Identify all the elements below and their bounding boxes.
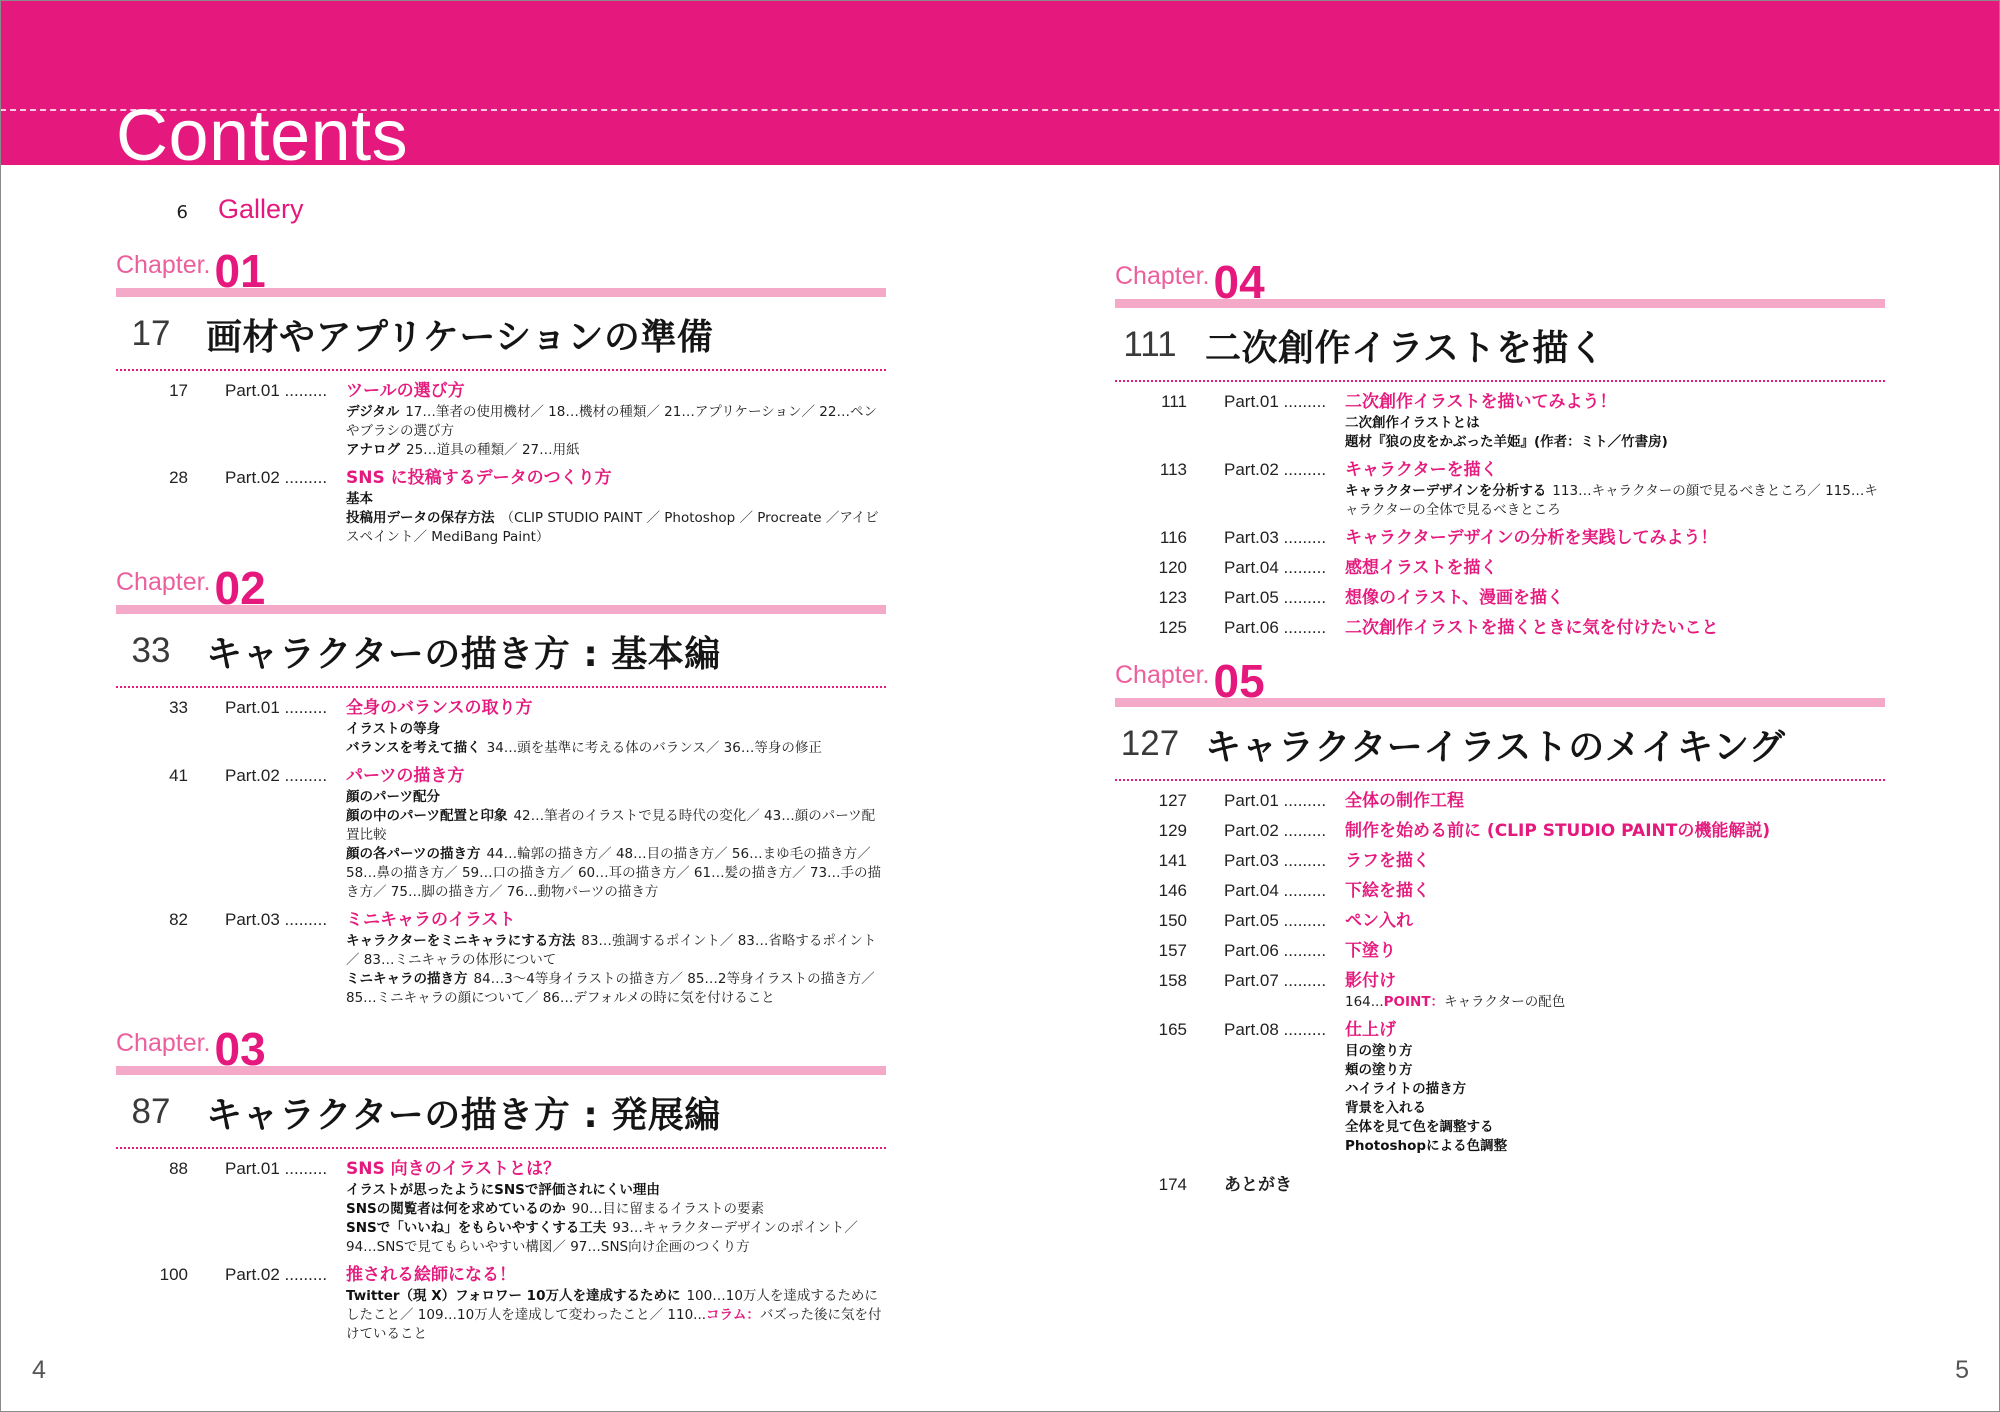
part-page: 165: [1158, 1020, 1187, 1039]
chapter-title: 画材やアプリケーションの準備: [206, 316, 714, 358]
chapter-number: 03: [214, 1023, 266, 1075]
part-body: [346, 764, 886, 902]
part-title: SNS に投稿するデータのつくり方: [346, 468, 612, 488]
sub-heading: キャラクターをミニキャラにする方法: [346, 933, 576, 949]
part-label: Part.05 .........: [1224, 911, 1327, 930]
chapter-label: [116, 236, 886, 297]
chapter-heading[interactable]: [116, 620, 886, 682]
sub-text: 17…筆者の使用機材／ 18…機材の種類／ 21…アプリケーション／ 22…ペンやブラシの選び方: [346, 404, 877, 439]
sub-text: 34…頭を基準に考える体のバランス／ 36…等身の修正: [486, 740, 822, 756]
part-entry[interactable]: [1115, 458, 1885, 520]
chapter-title: 二次創作イラストを描く: [1205, 327, 1606, 369]
afterword-entry[interactable]: [1115, 1170, 1885, 1195]
left-chapter-list: [116, 236, 886, 1344]
chapter-word: Chapter.: [116, 568, 211, 596]
part-entry[interactable]: [1115, 939, 1885, 963]
sub-entry: [346, 739, 886, 758]
part-body: [1345, 819, 1885, 843]
chapter-label: [1115, 646, 1885, 707]
part-title: 感想イラストを描く: [1345, 558, 1498, 578]
part-page: 41: [169, 766, 188, 785]
part-page: 141: [1158, 851, 1187, 870]
part-title: パーツの描き方: [346, 766, 465, 786]
part-title: 二次創作イラストを描いてみよう！: [1345, 392, 1617, 412]
page-number-right: 5: [1955, 1356, 1969, 1384]
part-title: キャラクターデザインの分析を実践してみよう！: [1345, 528, 1718, 548]
part-entry[interactable]: [1115, 879, 1885, 903]
part-page: 157: [1158, 941, 1187, 960]
sub-entry: [1345, 1137, 1885, 1156]
sub-heading: バランスを考えて描く: [346, 740, 481, 756]
right-column: [1115, 190, 1885, 1195]
part-body: [1345, 939, 1885, 963]
part-entry[interactable]: [1115, 616, 1885, 640]
part-body: [1345, 390, 1885, 452]
part-label: Part.02 .........: [225, 1265, 328, 1284]
part-body: [346, 379, 886, 460]
part-page: 120: [1158, 558, 1187, 577]
part-entry[interactable]: [1115, 849, 1885, 873]
sub-heading: 投稿用データの保存方法: [346, 510, 495, 526]
right-chapter-list: [1115, 247, 1885, 1156]
sub-text: 113…キャラクターの顔で見るべきところ／ 115…キャラクターの全体で見るべきところ: [1345, 483, 1878, 518]
sub-entry: [346, 403, 886, 441]
part-body: [1345, 1018, 1885, 1156]
chapter-number: 02: [214, 562, 266, 614]
sub-highlight: コラム：: [706, 1307, 760, 1323]
sub-entry: [1345, 1042, 1885, 1061]
part-page: 111: [1161, 392, 1187, 411]
part-entry[interactable]: [116, 379, 886, 460]
part-entry[interactable]: [1115, 390, 1885, 452]
sub-text: 164...: [1345, 994, 1384, 1010]
sub-text: 83…強調するポイント／ 83…省略するポイント／ 83…ミニキャラの体形について: [346, 933, 877, 968]
part-entry[interactable]: [116, 696, 886, 758]
sub-entry: [346, 845, 886, 902]
part-body: [1345, 969, 1885, 1012]
sub-heading: 頬の塗り方: [1345, 1062, 1413, 1078]
part-page: 146: [1158, 881, 1187, 900]
sub-heading: 目の塗り方: [1345, 1043, 1413, 1059]
part-page: 28: [169, 468, 188, 487]
chapter-word: Chapter.: [1115, 262, 1210, 290]
part-label: Part.06 .........: [1224, 941, 1327, 960]
sub-entry: [1345, 1099, 1885, 1118]
sub-heading: SNSで「いいね」をもらいやすくする工夫: [346, 1220, 607, 1236]
gallery-page: 6: [176, 202, 188, 223]
sub-text: 93…キャラクターデザインのポイント／ 94…SNSで見てもらいやすい構図／ 97…SNS向け企画のつくり方: [346, 1220, 858, 1255]
header-band: [0, 0, 2000, 165]
sub-heading: デジタル: [346, 404, 400, 420]
sub-entry: [346, 932, 886, 970]
chapter-dotted-rule: [1115, 779, 1885, 781]
part-label: Part.01 .........: [1224, 392, 1327, 411]
part-entry[interactable]: [1115, 586, 1885, 610]
part-page: 150: [1158, 911, 1187, 930]
chapter-heading[interactable]: [1115, 314, 1885, 376]
sub-heading: アナログ: [346, 442, 400, 458]
sub-entry: [346, 441, 886, 460]
part-title: 全体の制作工程: [1345, 791, 1464, 811]
part-body: [346, 1157, 886, 1257]
chapter-page: 111: [1123, 325, 1177, 364]
sub-entry: [346, 490, 886, 509]
sub-heading: 題材『狼の皮をかぶった羊姫』(作者：ミト／竹書房): [1345, 434, 1668, 450]
sub-heading: キャラクターデザインを分析する: [1345, 483, 1547, 499]
part-label: Part.08 .........: [1224, 1020, 1327, 1039]
part-page: 125: [1158, 618, 1187, 637]
part-entry[interactable]: [116, 1263, 886, 1344]
part-page: 116: [1159, 528, 1187, 547]
part-title: SNS 向きのイラストとは？: [346, 1159, 561, 1179]
part-label: Part.04 .........: [1224, 881, 1327, 900]
sub-heading: SNSの閲覧者は何を求めているのか: [346, 1201, 566, 1217]
part-title: 仕上げ: [1345, 1020, 1396, 1040]
part-entry[interactable]: [1115, 526, 1885, 550]
chapter-heading[interactable]: [1115, 713, 1885, 775]
chapter-dotted-rule: [116, 1147, 886, 1149]
sub-entry: [346, 509, 886, 547]
chapter-05: [1115, 646, 1885, 1156]
part-label: Part.04 .........: [1224, 558, 1327, 577]
part-title: ツールの選び方: [346, 381, 465, 401]
chapter-number: 01: [214, 245, 266, 297]
sub-heading: 顔の各パーツの描き方: [346, 846, 481, 862]
sub-entry: [1345, 1118, 1885, 1137]
part-title: キャラクターを描く: [1345, 460, 1498, 480]
part-body: [346, 908, 886, 1008]
chapter-label: [1115, 247, 1885, 308]
part-label: Part.03 .........: [1224, 851, 1327, 870]
part-body: [1345, 458, 1885, 520]
sub-entry: [346, 970, 886, 1008]
sub-heading: 背景を入れる: [1345, 1100, 1426, 1116]
chapter-03: [116, 1014, 886, 1344]
part-entry[interactable]: [1115, 556, 1885, 580]
part-title: ミニキャラのイラスト: [346, 910, 516, 930]
sub-entry: [346, 1181, 886, 1200]
chapter-page: 17: [131, 314, 171, 353]
chapter-number: 04: [1213, 256, 1265, 308]
chapter-page: 87: [131, 1092, 171, 1131]
sub-text: 42…筆者のイラストで見る時代の変化／ 43…顔のパーツ配置比較: [346, 808, 876, 843]
part-label: Part.02 .........: [1224, 460, 1327, 479]
part-page: 88: [169, 1159, 188, 1178]
part-label: Part.01 .........: [1224, 791, 1327, 810]
chapter-label: [116, 553, 886, 614]
sub-entry: [346, 720, 886, 739]
sub-entry: [1345, 993, 1885, 1012]
part-body: [1345, 616, 1885, 640]
chapter-02: [116, 553, 886, 1008]
part-page: 158: [1158, 971, 1187, 990]
sub-heading: 顔のパーツ配分: [346, 789, 440, 805]
sub-heading: Photoshopによる色調整: [1345, 1138, 1508, 1154]
part-label: Part.01 .........: [225, 698, 328, 717]
part-body: [1345, 909, 1885, 933]
sub-heading: 二次創作イラストとは: [1345, 415, 1480, 431]
chapter-word: Chapter.: [1115, 661, 1210, 689]
part-entry[interactable]: [1115, 819, 1885, 843]
part-title: 下絵を描く: [1345, 881, 1430, 901]
part-entry[interactable]: [1115, 789, 1885, 813]
part-body: [1345, 879, 1885, 903]
part-body: [346, 1263, 886, 1344]
sub-entry: [1345, 1080, 1885, 1099]
part-page: 127: [1158, 791, 1187, 810]
chapter-page: 127: [1120, 724, 1180, 763]
chapter-number: 05: [1213, 655, 1265, 707]
sub-entry: [346, 1287, 886, 1344]
chapter-heading[interactable]: [116, 303, 886, 365]
part-page: 82: [169, 910, 188, 929]
part-body: [1345, 586, 1885, 610]
part-body: [1345, 526, 1885, 550]
sub-heading: ミニキャラの描き方: [346, 971, 468, 987]
part-body: [346, 466, 886, 547]
sub-entry: [1345, 414, 1885, 433]
gallery-label: Gallery: [218, 194, 304, 224]
sub-entry: [346, 788, 886, 807]
sub-heading: Twitter（現 X）フォロワー 10万人を達成するために: [346, 1288, 681, 1304]
part-entry[interactable]: [1115, 1018, 1885, 1156]
part-page: 33: [169, 698, 188, 717]
sub-entry: [1345, 1061, 1885, 1080]
chapter-dotted-rule: [116, 369, 886, 371]
sub-highlight: POINT：: [1383, 994, 1445, 1010]
sub-heading: 基本: [346, 491, 373, 507]
sub-heading: ハイライトの描き方: [1345, 1081, 1467, 1097]
chapter-01: [116, 236, 886, 547]
sub-entry: [1345, 433, 1885, 452]
part-label: Part.03 .........: [1224, 528, 1327, 547]
chapter-04: [1115, 247, 1885, 640]
part-entry[interactable]: [1115, 909, 1885, 933]
part-page: 129: [1158, 821, 1187, 840]
part-title: 下塗り: [1345, 941, 1396, 961]
part-title: 制作を始める前に (CLIP STUDIO PAINTの機能解説): [1345, 821, 1771, 841]
sub-heading: 顔の中のパーツ配置と印象: [346, 808, 508, 824]
sub-text: 25…道具の種類／ 27…用紙: [406, 442, 580, 458]
part-title: 想像のイラスト、漫画を描く: [1345, 588, 1564, 608]
part-label: Part.02 .........: [225, 766, 328, 785]
sub-text: 84…3～4等身イラストの描き方／ 85…2等身イラストの描き方／ 85…ミニキャラの顔について／ 86…デフォルメの時に気を付けること: [346, 971, 875, 1006]
part-title: 推される絵師になる！: [346, 1265, 516, 1285]
chapter-title: キャラクターイラストのメイキング: [1205, 726, 1786, 768]
sub-text: （CLIP STUDIO PAINT ／ Photoshop ／ Procreate ／アイビスペイント／ MediBang Paint）: [346, 510, 879, 545]
part-title: 全身のバランスの取り方: [346, 698, 533, 718]
part-body: [1345, 789, 1885, 813]
part-label: Part.03 .........: [225, 910, 328, 929]
part-label: Part.05 .........: [1224, 588, 1327, 607]
part-page: 113: [1159, 460, 1187, 479]
sub-heading: イラストの等身: [346, 721, 441, 737]
part-entry[interactable]: [1115, 969, 1885, 1012]
chapter-title: キャラクターの描き方 : 基本編: [206, 633, 721, 675]
page-number-left: 4: [32, 1356, 46, 1384]
chapter-page: 33: [131, 631, 171, 670]
part-title: ペン入れ: [1345, 911, 1413, 931]
sub-heading: イラストが思ったようにSNSで評価されにくい理由: [346, 1182, 660, 1198]
part-title: ラフを描く: [1345, 851, 1430, 871]
part-entry[interactable]: [116, 1157, 886, 1257]
sub-entry: [346, 1200, 886, 1219]
chapter-title: キャラクターの描き方 : 発展編: [206, 1094, 721, 1136]
part-label: Part.02 .........: [225, 468, 328, 487]
chapter-dotted-rule: [116, 686, 886, 688]
part-label: Part.06 .........: [1224, 618, 1327, 637]
part-page: 17: [169, 381, 188, 400]
part-title: 二次創作イラストを描くときに気を付けたいこと: [1345, 618, 1719, 638]
sub-text-continued: キャラクターの配色: [1444, 994, 1566, 1010]
sub-text-continued: バズった後に気を付けていること: [346, 1307, 882, 1342]
sub-text: 44…輪郭の描き方／ 48…目の描き方／ 56…まゆ毛の描き方／ 58…鼻の描き方／ 59…口の描き方／ 60…耳の描き方／ 61…髪の描き方／ 73…手の描き方／ 75…脚の描き方／ 76…動物パーツの描き方: [346, 846, 882, 900]
sub-entry: [1345, 482, 1885, 520]
part-entry[interactable]: [116, 764, 886, 902]
chapter-word: Chapter.: [116, 251, 211, 279]
chapter-heading[interactable]: [116, 1081, 886, 1143]
chapter-word: Chapter.: [116, 1029, 211, 1057]
gallery-entry[interactable]: [116, 194, 886, 236]
part-title: 影付け: [1345, 971, 1396, 991]
sub-heading: 全体を見て色を調整する: [1345, 1119, 1494, 1135]
chapter-label: [116, 1014, 886, 1075]
part-body: [1345, 556, 1885, 580]
sub-entry: [346, 1219, 886, 1257]
sub-text: 90…目に留まるイラストの要素: [571, 1201, 765, 1217]
part-body: [346, 696, 886, 758]
part-label: Part.07 .........: [1224, 971, 1327, 990]
afterword-label: あとがき: [1224, 1175, 1292, 1195]
sub-entry: [346, 807, 886, 845]
part-page: 100: [159, 1265, 188, 1284]
left-column: [116, 190, 886, 1350]
part-label: Part.01 .........: [225, 1159, 328, 1178]
part-entry[interactable]: [116, 466, 886, 547]
part-entry[interactable]: [116, 908, 886, 1008]
page-title: Contents: [116, 96, 409, 165]
part-label: Part.01 .........: [225, 381, 328, 400]
chapter-dotted-rule: [1115, 380, 1885, 382]
part-body: [1345, 849, 1885, 873]
afterword-page: 174: [1158, 1175, 1187, 1194]
part-label: Part.02 .........: [1224, 821, 1327, 840]
sub-text: 100…10万人を達成するためにしたこと／ 109…10万人を達成して変わったこと／ 110...: [346, 1288, 878, 1323]
part-page: 123: [1158, 588, 1187, 607]
